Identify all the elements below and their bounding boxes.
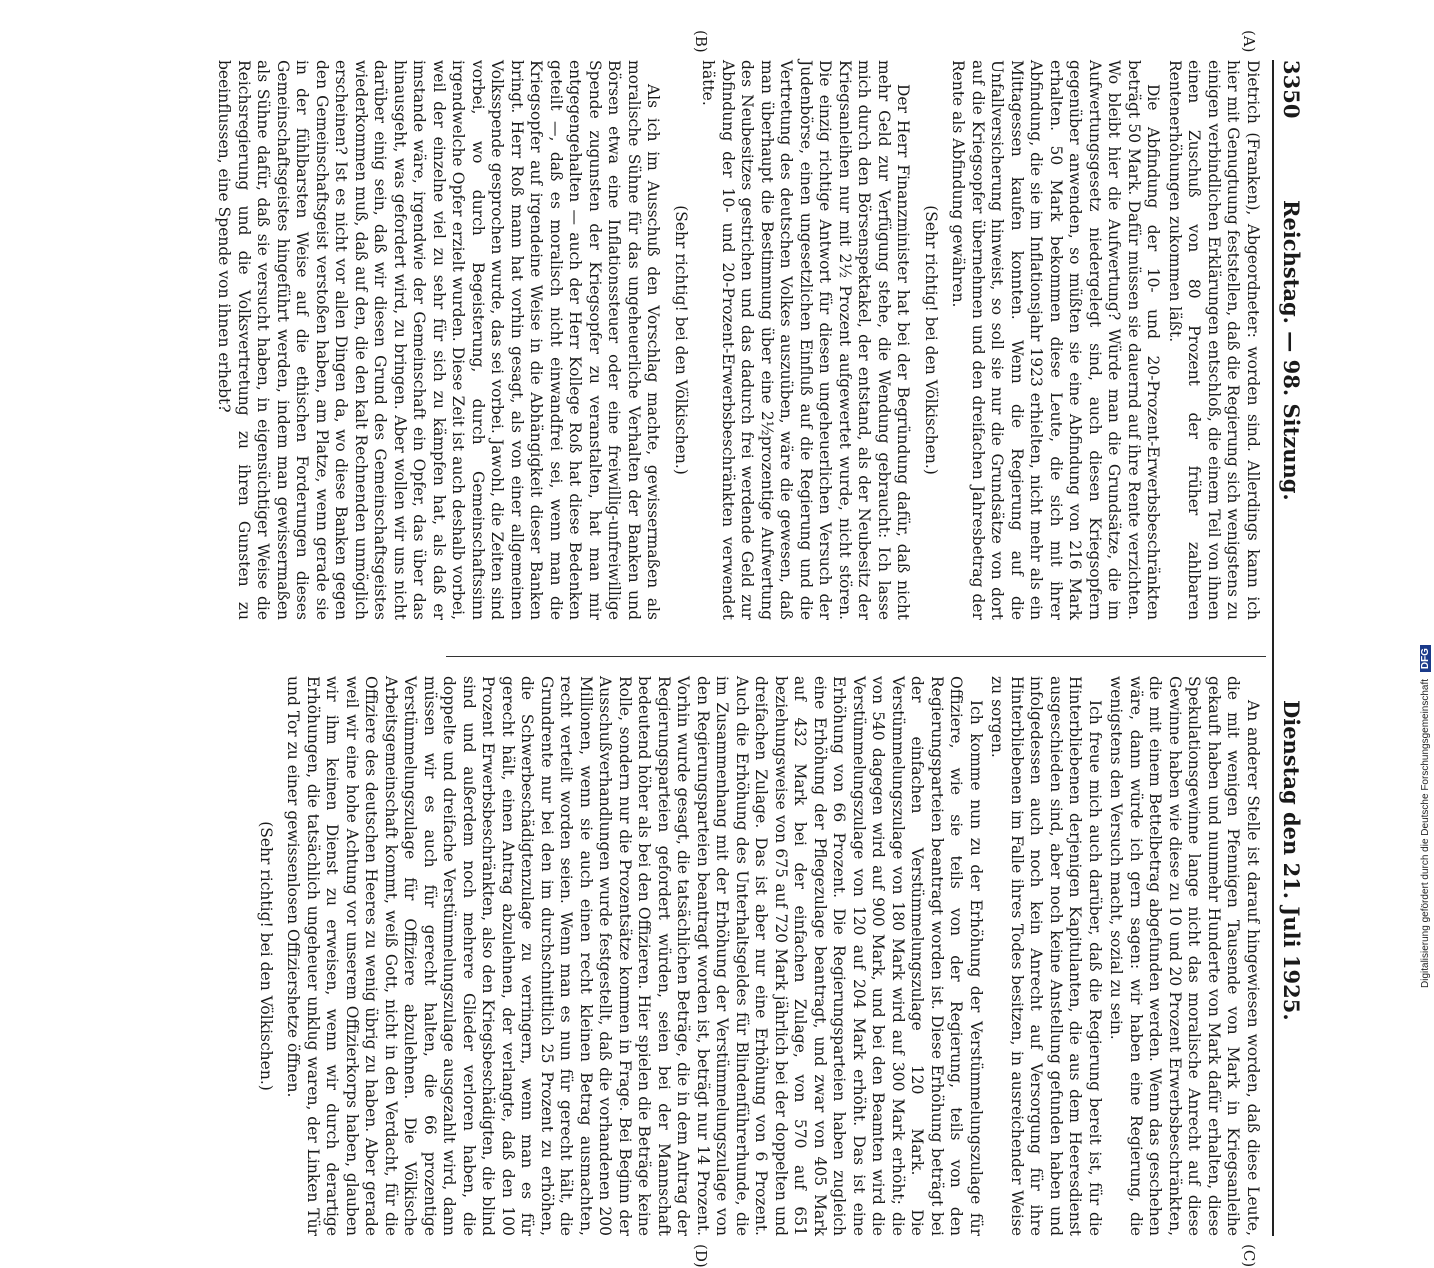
left-paragraph-2: Die Abfindung der 10- und 20-Prozent-Erwerbsbeschränkten beträgt 50 Mark. Dafür müssen sie dauernd auf ihre Rente verzichten. Wo bleibt hier die Aufwertung? Würde man die Grundsätze, die im Aufwertungsgesetz niedergelegt sind, auch diesen Kriegsopfern gegenüber anwenden, so müßten sie eine Abfindung von 216 Mark erhalten. 50 Mark bekommen diese Leute, die sich mit ihrer Abfindung, die sie im Inflationsjahr 1923 erhielten, nicht mehr als ein Mittagessen kaufen konnten. Wenn die Regierung auf die Unfallversicherung hinweist, so soll sie nur die Grundsätze von dort auf die Kriegsopfer übernehmen und den dreifachen Jahresbetrag der Rente als Abfindung gewähren. — [949, 60, 1163, 620]
page-number: 3350 — [1279, 60, 1304, 119]
marker-b: (B) — [692, 30, 710, 53]
header-rule — [1272, 60, 1274, 1236]
applause-note-1: (Sehr richtig! bei den Völkischen.) — [922, 205, 940, 475]
applause-note-3: (Sehr richtig! bei den Völkischen.) — [257, 821, 275, 1091]
right-column — [248, 676, 1263, 1236]
rotated-page — [110, 30, 1310, 1268]
credit-text: Digitalisierung gefördert durch die Deutsche Forschungsgemeinschaft — [1420, 678, 1431, 988]
marker-a: (A) — [1240, 30, 1258, 53]
left-paragraph-4: Als ich im Ausschuß den Vorschlag machte, gewissermaßen als moralische Sühne für das ungeheuerliche Verhalten der Banken und Börsen etwa eine Inflationssteuer oder eine freiwillig-unfreiwillige Spende zugunsten der Kriegsopfer zu veranstalten, hat man mir entgegengehalten — auch der Herr Kollege Roß hat diese Bedenken geteilt —, daß es moralisch nicht einwandfrei sei, wenn man die Kriegsopfer auf irgendeine Weise in die Abhängigkeit dieser Banken bringt. Herr Roß mann hat vorhin gesagt, als von einer allgemeinen Volksspende gesprochen wurde, das sei vorbei. Jawohl, die Zeiten sind vorbei, wo durch Begeisterung, durch Gemeinschaftssinn irgendwelche Opfer erzielt wurden. Diese Zeit ist auch deshalb vorbei, weil der einzelne viel zu sehr für sich zu kämpfen hat, als daß er imstande wäre, irgendwie der Gemeinschaft ein Opfer, das über das hinausgeht, was gefordert wird, zu bringen. Aber wollen wir uns nicht darüber einig sein, daß wir diesen Grund des Gemeinschaftsgeistes wiederkommen muß, daß auf den, die den kalt Rechnenden unmöglich erscheinen? Ist es nicht vor allen Dingen da, wo diese Banken gegen den Gemeinschaftsgeist verstoßen haben, am Platze, wenn gerade sie in der fühlbarsten Weise auf die ethischen Forderungen dieses Gemeinschaftsgeistes hingeführt werden, indem man gewissermaßen als Sühne dafür, daß sie versucht haben, in eigensüchtiger Weise die Reichsregierung und die Volksvertretung zu ihren Gunsten zu beeinflussen, eine Spende von ihnen erhebt? — [215, 60, 663, 620]
marker-c: (C) — [1240, 1244, 1258, 1268]
digitization-credit — [1420, 8, 1434, 998]
right-paragraph-3: Ich komme nun zu der Erhöhung der Verstümmelungszulage für Offiziere, wie sie teils von der Regierung, teils von den Regierungsparteien beantragt worden ist. Diese Erhöhung beträgt bei der einfachen Verstümmelungszulage 120 Mark. Die Verstümmelungszulage von 180 Mark wird auf 300 Mark erhöht; die von 540 dagegen wird auf 900 Mark, und bei den Beamten wird die Verstümmelungszulage von 120 auf 204 Mark erhöht. Das ist eine Erhöhung von 66 Prozent. Die Regierungsparteien haben zugleich eine Erhöhung der Pflegezulage beantragt, und zwar von 405 Mark auf 432 Mark bei der einfachen Zulage, von 570 auf 651 beziehungsweise von 675 auf 720 Mark jährlich bei der doppelten und dreifachen Zulage. Das ist aber nur eine Erhöhung von 6 Prozent. Auch die Erhöhung des Unterhaltsgeldes für Blindenführerhunde, die im Zusammenhang mit der Erhöhung der Verstümmelungszulage von den Regierungsparteien beantragt worden ist, beträgt nur 14 Prozent. Vorhin wurde gesagt, die tatsächlichen Beträge, die in dem Antrag der Regierungsparteien gefordert würden, seien bei der Mannschaft bedeutend höher als bei den Offizieren. Hier spielen die Beträge keine Rolle, sondern nur die Prozentsätze kommen in Frage. Bei Beginn der Ausschußverhandlungen wurde festgestellt, daß die vorhandenen 200 Millionen, wenn sie auch einen recht kleinen Betrag ausmachten, recht verteilt worden seien. Wenn man es nun für gerecht hält, die Grundrente nur bei den im durchschnittlich 25 Prozent zu erhöhen, die Schwerbeschädigtenzulage zu verringern, wenn man es für gerecht hält, einen Antrag abzulehnen, der verlangte, daß den 100 Prozent Erwerbsbeschränkten, also den Kriegsbeschädigten, die blind sind und außerdem noch mehrere Glieder verloren haben, die doppelte und dreifache Verstümmelungszulage ausgezahlt wird, dann müssen wir es auch für gerecht halten, die 66 prozentige Verstümmelungszulage für Offiziere abzulehnen. Die Völkische Arbeitsgemeinschaft kommt, weiß Gott, nicht in den Verdacht, für die Offiziere des deutschen Heeres zu wenig übrig zu haben. Aber gerade weil wir eine hohe Achtung vor unserem Offizierkorps haben, glauben wir ihm keinen Dienst zu erweisen, wenn wir durch derartige Erhöhungen, die tatsächlich ungeheuer unklug waren, der Linken Tür und Tor zu einer gewissenlosen Offiziershetze öffnen. — [284, 676, 985, 1236]
left-paragraph-1: Dietrich (Franken), Abgeordneter: worden sind. Allerdings kann ich hier mit Genugtuung feststellen, daß die Regierung sich wenigstens zu einigen verbindlichen Erklärungen entschloß, die einem Teil von ihnen einen Zuschuß von 80 Prozent der früher zahlbaren Rentenerhöhungen zukommen läßt. — [1166, 60, 1262, 620]
left-paragraph-3: Der Herr Finanzminister hat bei der Begründung dafür, daß nicht mehr Geld zur Verfügung stehe, die Wendung gebraucht: Ich lasse mich durch den Börsenspektakel, der entstand, als der Neubesitz der Kriegsanleihen nur mit 2½ Prozent aufgewertet wurde, nicht stören. Die einzig richtige Antwort für diesen ungeheuerlichen Versuch der Judenbörse, einen ungesetzlichen Einfluß auf die Regierung und die Vertretung des deutschen Volkes auszuüben, wäre die gewesen, daß man überhaupt die Bestimmung über eine 2½prozentige Aufwertung des Neubesitzes gestrichen und das dadurch frei werdende Geld zur Abfindung der 10- und 20-Prozent-Erwerbsbeschränkten verwendet hätte. — [699, 60, 913, 620]
column-divider — [446, 656, 1266, 657]
header-left-title: Reichstag. — 98. Sitzung. — [1279, 200, 1304, 501]
page-header — [1270, 60, 1310, 1260]
marker-d: (D) — [692, 1244, 710, 1268]
right-paragraph-1: An anderer Stelle ist darauf hingewiesen worden, daß diese Leute, die mit wenigen Pfennigen Tausende von Mark in Kriegsanleihe gekauft haben und nunmehr Hunderte von Mark dafür erhalten, diese Spekulationsgewinne lange nicht das moralische Anrecht auf diese Gewinne haben wie diese zu 10 und 20 Prozent Erwerbsbeschränkten, die mit einem Bettelbetrag abgefunden werden. Wenn das geschehen wäre, dann würde ich gern sagen: wir haben eine Regierung, die wenigstens den Versuch macht, sozial zu sein. — [1107, 676, 1262, 1236]
left-column — [212, 60, 1262, 620]
right-paragraph-2: Ich freue mich auch darüber, daß die Regierung bereit ist, für die Hinterbliebenen derjenigen Kapitulanten, die aus dem Heeresdienst ausgeschieden sind, aber noch keine Anstellung gefunden haben und infolgedessen auch noch kein Anrecht auf Versorgung für ihre Hinterbliebenen im Falle ihres Todes besitzen, in ausreichender Weise zu sorgen. — [988, 676, 1104, 1236]
header-right-title: Dienstag den 21. Juli 1925. — [1279, 700, 1304, 1021]
dfg-logo: DFG — [1420, 645, 1431, 672]
applause-note-2: (Sehr richtig! bei den Völkischen.) — [672, 205, 690, 475]
